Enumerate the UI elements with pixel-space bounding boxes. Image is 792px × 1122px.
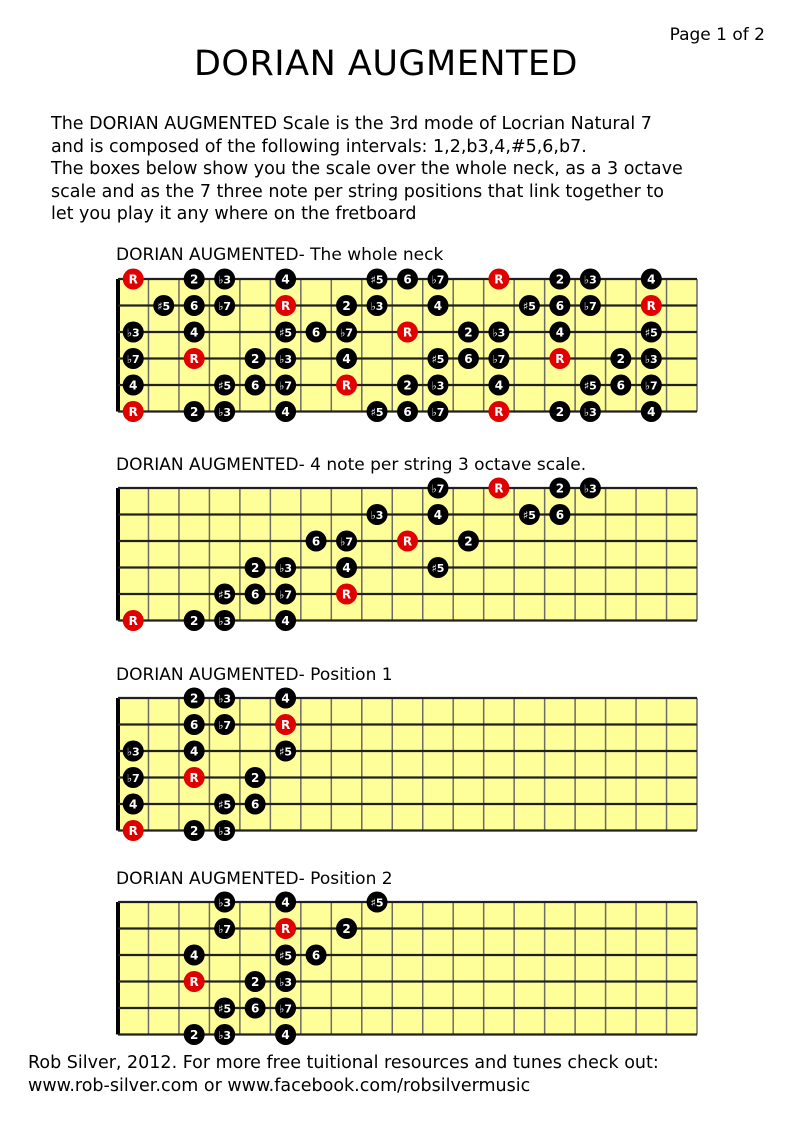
note-label: R — [189, 974, 199, 989]
note-label: ♭7 — [431, 482, 445, 496]
scale-note-marker — [427, 375, 448, 396]
scale-note-marker — [549, 269, 570, 290]
root-note-marker — [397, 531, 418, 552]
note-label: 4 — [555, 325, 565, 340]
scale-note-marker — [641, 401, 662, 422]
root-note-marker — [275, 918, 296, 939]
intro-line: let you play it any where on the fretboard — [51, 204, 417, 225]
note-label: ♯5 — [644, 326, 658, 340]
root-note-marker — [397, 322, 418, 343]
note-label: R — [189, 351, 199, 366]
note-label: ♭3 — [218, 692, 232, 706]
note-label: ♭3 — [370, 508, 384, 522]
note-label: ♯5 — [583, 379, 597, 393]
note-label: 4 — [281, 613, 290, 628]
note-label: 2 — [403, 378, 412, 393]
note-label: ♯5 — [431, 561, 445, 575]
root-note-marker — [641, 295, 662, 316]
scale-note-marker — [214, 584, 235, 605]
scale-note-marker — [275, 998, 296, 1019]
diagram-title-position-1: DORIAN AUGMENTED- Position 1 — [116, 665, 393, 685]
note-label: ♭7 — [279, 1002, 293, 1016]
scale-note-marker — [245, 794, 266, 815]
scale-note-marker — [336, 531, 357, 552]
note-label: ♯5 — [431, 352, 445, 366]
note-label: ♭7 — [583, 299, 597, 313]
scale-note-marker — [641, 375, 662, 396]
scale-note-marker — [123, 375, 144, 396]
note-label: ♯5 — [157, 299, 171, 313]
scale-note-marker — [336, 295, 357, 316]
note-label: ♭3 — [583, 405, 597, 419]
scale-note-marker — [306, 945, 327, 966]
note-label: 2 — [190, 613, 199, 628]
scale-note-marker — [641, 322, 662, 343]
note-label: 2 — [190, 272, 199, 287]
note-label: 2 — [190, 823, 199, 838]
scale-note-marker — [275, 375, 296, 396]
root-note-marker — [184, 971, 205, 992]
fretboard-whole-neck — [108, 268, 698, 422]
note-label: 4 — [281, 895, 290, 910]
root-note-marker — [123, 401, 144, 422]
scale-note-marker — [458, 348, 479, 369]
note-label: 6 — [190, 298, 199, 313]
note-label: ♭3 — [126, 326, 140, 340]
scale-note-marker — [275, 892, 296, 913]
note-label: ♭7 — [126, 352, 140, 366]
scale-note-marker — [488, 348, 509, 369]
scale-note-marker — [397, 269, 418, 290]
scale-note-marker — [275, 401, 296, 422]
note-label: R — [494, 404, 504, 419]
root-note-marker — [549, 348, 570, 369]
scale-note-marker — [245, 971, 266, 992]
scale-note-marker — [580, 295, 601, 316]
scale-note-marker — [580, 269, 601, 290]
scale-note-marker — [123, 767, 144, 788]
scale-note-marker — [245, 998, 266, 1019]
scale-note-marker — [367, 504, 388, 525]
note-label: 4 — [647, 404, 656, 419]
note-label: 2 — [342, 298, 351, 313]
note-label: ♯5 — [370, 405, 384, 419]
note-label: ♭7 — [492, 352, 506, 366]
scale-note-marker — [184, 610, 205, 631]
note-label: 2 — [250, 974, 260, 989]
note-label: 6 — [311, 325, 321, 340]
scale-note-marker — [245, 348, 266, 369]
note-label: 6 — [403, 272, 412, 287]
scale-note-marker — [427, 557, 448, 578]
note-label: 6 — [250, 378, 260, 393]
scale-note-marker — [641, 348, 662, 369]
note-label: 6 — [464, 351, 473, 366]
note-label: 2 — [190, 1027, 199, 1042]
scale-note-marker — [184, 688, 205, 709]
note-label: ♭3 — [279, 352, 293, 366]
note-label: ♭3 — [492, 326, 506, 340]
note-label: ♭3 — [279, 561, 293, 575]
note-label: ♭7 — [279, 588, 293, 602]
scale-note-marker — [275, 584, 296, 605]
scale-note-marker — [214, 794, 235, 815]
note-label: ♯5 — [279, 745, 293, 759]
scale-note-marker — [549, 478, 570, 499]
footer-line: www.rob-silver.com or www.facebook.com/robsilvermusic — [28, 1076, 531, 1096]
root-note-marker — [488, 401, 509, 422]
note-label: ♭3 — [218, 273, 232, 287]
scale-note-marker — [214, 688, 235, 709]
intro-line: The DORIAN AUGMENTED Scale is the 3rd mode of Locrian Natural 7 — [51, 114, 652, 134]
note-label: 2 — [616, 351, 625, 366]
scale-note-marker — [336, 322, 357, 343]
scale-note-marker — [214, 610, 235, 631]
note-label: 4 — [281, 1027, 290, 1042]
note-label: 4 — [190, 325, 199, 340]
note-label: R — [280, 298, 291, 313]
scale-note-marker — [488, 375, 509, 396]
note-label: R — [128, 272, 138, 287]
note-label: ♭3 — [218, 405, 232, 419]
scale-note-marker — [153, 295, 174, 316]
scale-note-marker — [245, 557, 266, 578]
note-label: ♭7 — [126, 771, 140, 785]
note-label: ♭7 — [279, 379, 293, 393]
scale-note-marker — [245, 767, 266, 788]
scale-note-marker — [306, 531, 327, 552]
scale-note-marker — [367, 269, 388, 290]
note-label: 4 — [190, 744, 199, 759]
page-title: DORIAN AUGMENTED — [193, 44, 578, 84]
note-label: 4 — [342, 560, 351, 575]
note-label: ♭3 — [644, 352, 658, 366]
note-label: R — [280, 717, 291, 732]
scale-note-marker — [610, 348, 631, 369]
note-label: 2 — [250, 560, 260, 575]
scale-note-marker — [214, 1024, 235, 1045]
note-label: ♯5 — [279, 326, 293, 340]
note-label: ♭3 — [370, 299, 384, 313]
note-label: R — [646, 298, 656, 313]
diagram-title-three-octave: DORIAN AUGMENTED- 4 note per string 3 octave scale. — [116, 455, 587, 475]
scale-note-marker — [397, 401, 418, 422]
scale-note-marker — [580, 375, 601, 396]
note-label: ♭3 — [218, 1028, 232, 1042]
note-label: 4 — [342, 351, 351, 366]
note-label: 6 — [250, 797, 260, 812]
scale-note-marker — [427, 478, 448, 499]
scale-note-marker — [123, 794, 144, 815]
note-label: 2 — [464, 534, 473, 549]
note-label: ♯5 — [218, 379, 232, 393]
note-label: R — [402, 325, 413, 340]
note-label: R — [494, 481, 504, 496]
footer-line: Rob Silver, 2012. For more free tuitional resources and tunes check out: — [28, 1053, 659, 1073]
note-label: ♯5 — [218, 798, 232, 812]
scale-note-marker — [123, 322, 144, 343]
intro-line: scale and as the 7 three note per string positions that link together to — [51, 181, 664, 202]
note-label: R — [128, 404, 138, 419]
scale-note-marker — [336, 557, 357, 578]
scale-note-marker — [184, 401, 205, 422]
scale-note-marker — [275, 971, 296, 992]
scale-note-marker — [549, 322, 570, 343]
scale-note-marker — [214, 295, 235, 316]
scale-note-marker — [275, 741, 296, 762]
note-label: 2 — [555, 481, 565, 496]
scale-note-marker — [275, 688, 296, 709]
scale-note-marker — [275, 610, 296, 631]
scale-note-marker — [427, 295, 448, 316]
diagram-title-whole-neck: DORIAN AUGMENTED- The whole neck — [116, 245, 444, 265]
note-label: 6 — [555, 298, 565, 313]
fretboard-position-1 — [108, 687, 698, 841]
note-label: 4 — [281, 691, 290, 706]
intro-line: and is composed of the following intervals: 1,2,b3,4,#5,6,b7. — [51, 136, 587, 157]
scale-note-marker — [275, 945, 296, 966]
note-label: 2 — [190, 691, 199, 706]
root-note-marker — [123, 269, 144, 290]
footer — [28, 1052, 659, 1098]
note-label: 6 — [403, 404, 412, 419]
note-label: ♭3 — [218, 896, 232, 910]
note-label: ♭3 — [218, 614, 232, 628]
note-label: ♭3 — [218, 824, 232, 838]
scale-note-marker — [214, 918, 235, 939]
scale-note-marker — [184, 322, 205, 343]
note-label: 6 — [311, 948, 321, 963]
scale-note-marker — [184, 1024, 205, 1045]
note-label: 6 — [190, 717, 199, 732]
note-label: R — [494, 272, 504, 287]
scale-note-marker — [367, 295, 388, 316]
scale-note-marker — [306, 322, 327, 343]
note-label: 6 — [250, 587, 260, 602]
root-note-marker — [488, 478, 509, 499]
note-label: 6 — [616, 378, 625, 393]
note-label: 2 — [464, 325, 473, 340]
note-label: R — [341, 587, 352, 602]
scale-note-marker — [458, 322, 479, 343]
note-label: ♯5 — [279, 949, 293, 963]
root-note-marker — [184, 767, 205, 788]
note-label: ♯5 — [370, 896, 384, 910]
note-label: ♭3 — [583, 273, 597, 287]
note-label: 6 — [555, 507, 565, 522]
note-label: ♭7 — [340, 535, 353, 549]
scale-note-marker — [214, 998, 235, 1019]
scale-note-marker — [427, 269, 448, 290]
root-note-marker — [275, 714, 296, 735]
note-label: ♭3 — [279, 975, 293, 989]
note-label: 4 — [433, 507, 443, 522]
note-label: 2 — [342, 921, 351, 936]
scale-note-marker — [184, 945, 205, 966]
scale-note-marker — [641, 269, 662, 290]
note-label: 2 — [250, 770, 260, 785]
intro-paragraph — [51, 113, 771, 226]
note-label: 6 — [250, 1001, 260, 1016]
fretboard-wood — [118, 488, 697, 621]
note-label: ♭3 — [431, 379, 445, 393]
root-note-marker — [275, 295, 296, 316]
scale-note-marker — [214, 820, 235, 841]
scale-note-marker — [427, 348, 448, 369]
note-label: ♯5 — [522, 299, 536, 313]
scale-note-marker — [275, 1024, 296, 1045]
note-label: 6 — [311, 534, 321, 549]
note-label: 4 — [647, 272, 656, 287]
note-label: R — [189, 770, 199, 785]
note-label: ♯5 — [370, 273, 384, 287]
scale-note-marker — [123, 348, 144, 369]
scale-note-marker — [275, 269, 296, 290]
scale-note-marker — [245, 584, 266, 605]
note-label: 4 — [129, 797, 138, 812]
scale-note-marker — [336, 348, 357, 369]
note-label: ♭7 — [431, 273, 445, 287]
note-label: 4 — [129, 378, 138, 393]
root-note-marker — [123, 610, 144, 631]
scale-note-marker — [549, 295, 570, 316]
note-label: ♭3 — [583, 482, 597, 496]
note-label: ♯5 — [522, 508, 536, 522]
note-label: R — [341, 378, 352, 393]
scale-note-marker — [580, 401, 601, 422]
scale-note-marker — [214, 892, 235, 913]
fretboard-three-octave — [108, 477, 698, 631]
scale-note-marker — [367, 401, 388, 422]
root-note-marker — [123, 820, 144, 841]
scale-note-marker — [214, 269, 235, 290]
scale-note-marker — [123, 741, 144, 762]
scale-note-marker — [275, 557, 296, 578]
note-label: ♭7 — [431, 405, 445, 419]
note-label: ♭7 — [218, 718, 232, 732]
note-label: R — [128, 613, 138, 628]
page-number: Page 1 of 2 — [669, 25, 765, 45]
scale-note-marker — [549, 504, 570, 525]
diagram-title-position-2: DORIAN AUGMENTED- Position 2 — [116, 869, 393, 889]
scale-note-marker — [245, 375, 266, 396]
scale-note-marker — [184, 741, 205, 762]
note-label: ♭7 — [340, 326, 353, 340]
scale-note-marker — [214, 375, 235, 396]
root-note-marker — [184, 348, 205, 369]
scale-note-marker — [397, 375, 418, 396]
note-label: ♭7 — [644, 379, 658, 393]
note-label: ♯5 — [218, 1002, 232, 1016]
fretboard-position-2 — [108, 891, 698, 1045]
note-label: 2 — [190, 404, 199, 419]
note-label: 2 — [250, 351, 260, 366]
scale-note-marker — [427, 401, 448, 422]
scale-note-marker — [519, 504, 540, 525]
root-note-marker — [336, 375, 357, 396]
note-label: R — [402, 534, 413, 549]
note-label: R — [555, 351, 565, 366]
note-label: ♭3 — [126, 745, 140, 759]
scale-note-marker — [184, 714, 205, 735]
scale-note-marker — [580, 478, 601, 499]
root-note-marker — [336, 584, 357, 605]
fretboard-wood — [118, 902, 697, 1035]
scale-note-marker — [275, 322, 296, 343]
scale-note-marker — [275, 348, 296, 369]
scale-note-marker — [549, 401, 570, 422]
note-label: 2 — [555, 404, 565, 419]
fretboard-wood — [118, 698, 697, 831]
intro-line: The boxes below show you the scale over the whole neck, as a 3 octave — [51, 159, 683, 180]
note-label: ♯5 — [218, 588, 232, 602]
scale-note-marker — [214, 401, 235, 422]
scale-note-marker — [488, 322, 509, 343]
scale-note-marker — [184, 295, 205, 316]
scale-note-marker — [336, 918, 357, 939]
scale-note-marker — [427, 504, 448, 525]
scale-note-marker — [367, 892, 388, 913]
scale-note-marker — [184, 269, 205, 290]
note-label: R — [128, 823, 138, 838]
note-label: 4 — [281, 404, 290, 419]
note-label: 4 — [281, 272, 290, 287]
scale-note-marker — [610, 375, 631, 396]
note-label: ♭7 — [218, 922, 232, 936]
note-label: 2 — [555, 272, 565, 287]
note-label: 4 — [494, 378, 504, 393]
scale-note-marker — [458, 531, 479, 552]
scale-note-marker — [214, 714, 235, 735]
note-label: 4 — [190, 948, 199, 963]
scale-note-marker — [184, 820, 205, 841]
note-label: R — [280, 921, 291, 936]
root-note-marker — [488, 269, 509, 290]
note-label: 4 — [433, 298, 443, 313]
note-label: ♭7 — [218, 299, 232, 313]
scale-note-marker — [519, 295, 540, 316]
